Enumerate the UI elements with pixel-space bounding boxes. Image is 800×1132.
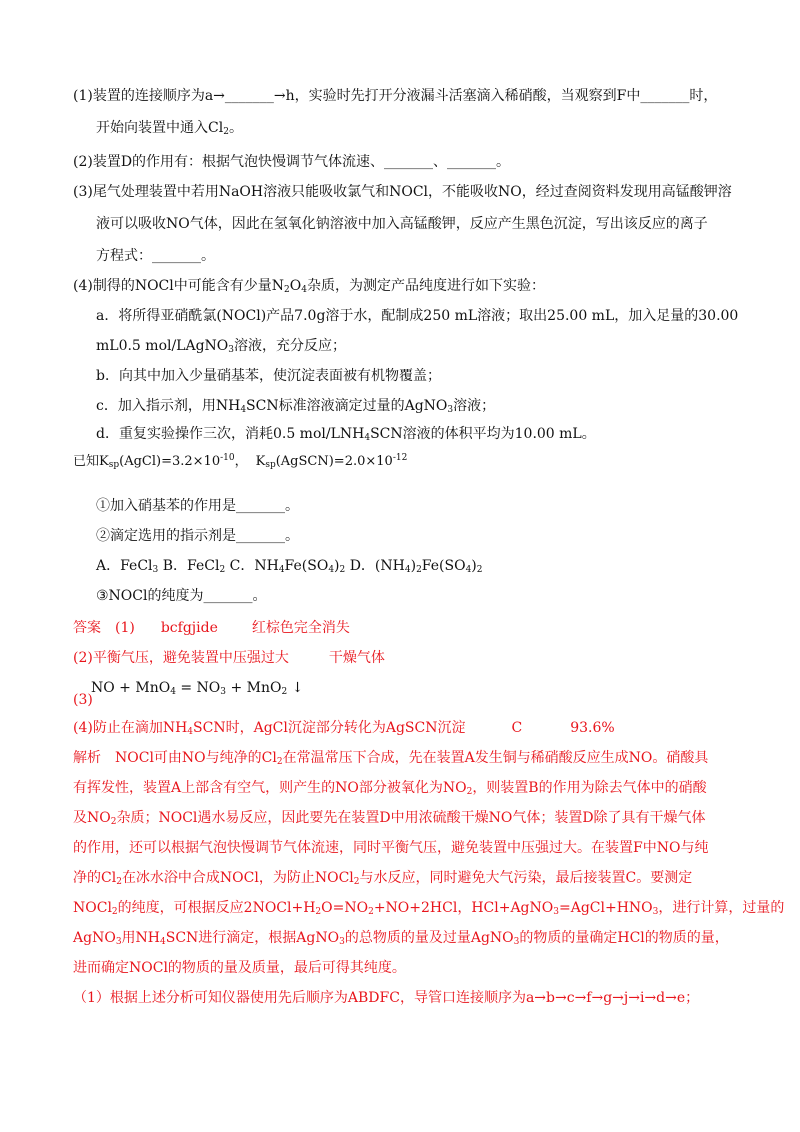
- eq-s2: 3: [220, 687, 227, 697]
- ksp-agscn-sub: sp: [265, 460, 276, 470]
- an6-j: 3: [652, 907, 659, 917]
- eq-s3: 2: [281, 687, 288, 697]
- ksp-known: [73, 452, 800, 472]
- question-3-line-2: 液可以吸收NO气体，因此在氢氧化钠溶液中加入高锰酸钾，反应产生黑色沉淀，写出该反应的离子: [96, 216, 708, 232]
- an6-k: ，进行计算，过量的: [658, 900, 785, 916]
- q1-sub: 2: [223, 127, 229, 137]
- opt-t2: B．FeCl: [158, 558, 220, 574]
- an5-e: 与水反应，同时避免大气污染，最后接装置C。要测定: [359, 870, 693, 886]
- opt-s7: 2: [416, 565, 422, 575]
- step-c: [96, 396, 800, 416]
- step-d-t2: SCN溶液的体积平均为10.00 mL。: [370, 426, 596, 442]
- analysis-line-7: [73, 928, 800, 948]
- step-c-t2: SCN标准溶液滴定过量的AgNO: [246, 398, 448, 414]
- q4-s1: 2: [284, 285, 290, 295]
- question-1-line-1: (1)装置的连接顺序为a→_______→h，实验时先打开分液漏斗活塞滴入稀硝酸，当观察到F中_______时，: [73, 88, 718, 104]
- opt-s5: 2: [339, 565, 346, 575]
- opt-s8: 4: [465, 565, 472, 575]
- answer-line-2: [73, 648, 800, 668]
- q1-end: 。: [228, 120, 243, 136]
- step-a-s1: 3: [228, 345, 235, 355]
- answer-2-value-2: 干燥气体: [328, 650, 385, 666]
- an7-c: 用NH: [121, 930, 161, 946]
- opt-s6: 4: [404, 565, 411, 575]
- an6-d: 2: [315, 907, 322, 917]
- opt-t6: D．(NH: [345, 558, 405, 574]
- an6-a: NOCl: [73, 900, 112, 916]
- an3-a: 及NO: [73, 810, 111, 826]
- opt-s9: 2: [476, 565, 483, 575]
- an7-e: SCN进行滴定，根据AgNO: [165, 930, 340, 946]
- an6-c: 的纯度，可根据反应2NOCl+H: [117, 900, 316, 916]
- step-a-line-1: a．将所得亚硝酰氯(NOCl)产品7.0g溶于水，配制成250 mL溶液；取出25.00 mL，加入足量的30.00: [96, 308, 739, 324]
- ksp-agscn-k: K: [255, 454, 266, 469]
- step-a-line-2: [96, 336, 800, 356]
- an7-h: 3: [513, 937, 520, 947]
- step-a-t2: 溶液，充分反应；: [234, 338, 347, 354]
- ksp-sep: ，: [234, 454, 248, 469]
- step-c-s1: 4: [240, 405, 247, 415]
- an5-c: 在冰水浴中合成NOCl，为防止NOCl: [121, 870, 354, 886]
- an5-a: 净的Cl: [73, 870, 117, 886]
- an6-b: 2: [111, 907, 118, 917]
- opt-s4: 4: [328, 565, 335, 575]
- ksp-agcl-k: K: [99, 454, 109, 469]
- ksp-agcl-exp: -10: [220, 453, 235, 463]
- step-c-t3: 溶液；: [453, 398, 496, 414]
- opt-t7: ): [410, 558, 417, 574]
- sub-question-1: ①加入硝基苯的作用是_______。: [96, 498, 299, 514]
- q1-text: 开始向装置中通入Cl: [96, 120, 224, 136]
- answer-1-num: (1): [115, 620, 135, 636]
- an6-i: =AgCl+HNO: [559, 900, 653, 916]
- step-c-s2: 3: [447, 405, 454, 415]
- eq-t3: + MnO: [226, 680, 282, 696]
- answer-4-choice: C: [511, 720, 523, 736]
- analysis-line-9: （1）根据上述分析可知仪器使用先后顺序为ABDFC，导管口连接顺序为a→b→c→f→g→j→i→d→e；: [73, 990, 700, 1006]
- analysis-line-3: [73, 808, 800, 828]
- eq-t4: ↓: [287, 680, 304, 696]
- an6-h: 3: [553, 907, 559, 917]
- answer-line-1: [73, 618, 800, 638]
- an6-f: 2: [368, 907, 374, 917]
- answer-4-purity: 93.6%: [570, 720, 615, 736]
- analysis-line-8: 进而确定NOCl的物质的量及质量，最后可得其纯度。: [73, 960, 406, 976]
- question-1-line-2: [96, 118, 800, 138]
- an2-a: 有挥发性，装置A上部含有空气，则产生的NO部分被氧化为NO: [73, 780, 467, 796]
- eq-t2: = NO: [175, 680, 221, 696]
- answer-2-text: (2)平衡气压，避免装置中压强过大: [73, 650, 289, 666]
- an7-g: 的总物质的量及过量AgNO: [344, 930, 514, 946]
- opt-s2: 2: [219, 565, 226, 575]
- known-prefix: 已知: [73, 454, 100, 469]
- opt-s3: 4: [278, 565, 285, 575]
- opt-t8: Fe(SO: [421, 558, 466, 574]
- an7-b: 3: [115, 937, 122, 947]
- step-c-t1: c．加入指示剂，用NH: [96, 398, 241, 414]
- an3-c: 杂质；NOCl遇水易反应，因此要先在装置D中用浓硫酸干燥NO气体；装置D除了具有干燥气体: [116, 810, 706, 826]
- q4-t3: 杂质，为测定产品纯度进行如下实验：: [306, 278, 545, 294]
- an6-g: +NO+2HCl，HCl+AgNO: [373, 900, 554, 916]
- ksp-agcl-sub: sp: [108, 460, 120, 470]
- answer-1-value-2: 红棕色完全消失: [251, 620, 350, 636]
- ksp-agscn-exp: -12: [392, 453, 408, 463]
- an1-c: 在常温常压下合成，先在装置A发生铜与稀硝酸反应生成NO。硝酸具: [282, 750, 709, 766]
- question-4-intro: [73, 276, 800, 296]
- answer-line-4: [73, 718, 800, 738]
- answer-3-num: (3): [73, 692, 93, 708]
- an5-d: 2: [353, 877, 360, 887]
- step-b: b．向其中加入少量硝基苯，使沉淀表面被有机物覆盖；: [96, 368, 441, 384]
- analysis-line-5: [73, 868, 800, 888]
- analysis-line-1: [73, 748, 800, 768]
- answer-1-value: bcfgjide: [160, 620, 218, 636]
- indicator-options: [96, 556, 800, 576]
- ksp-agcl-body: (AgCl)=3.2×10: [119, 454, 221, 469]
- answer-4-t2: SCN时，AgCl沉淀部分转化为AgSCN沉淀: [193, 720, 466, 736]
- opt-t9: ): [471, 558, 477, 574]
- sub-question-3: ③NOCl的纯度为_______。: [96, 588, 267, 604]
- answer-4-s1: 4: [187, 727, 194, 737]
- analysis-line-4: 的作用，还可以根据气泡快慢调节气体流速，同时平衡气压，避免装置中压强过大。在装置F中NO与纯: [73, 840, 709, 856]
- ionic-equation: [91, 678, 303, 698]
- q4-s2: 4: [301, 285, 307, 295]
- opt-s1: 3: [152, 565, 159, 575]
- an7-i: 的物质的量确定HCl的物质的量，: [519, 930, 729, 946]
- answer-4-t1: (4)防止在滴加NH: [73, 720, 188, 736]
- question-3-line-3: 方程式：_______。: [96, 248, 215, 264]
- analysis-line-2: [73, 778, 800, 798]
- q4-t2: O: [289, 278, 302, 294]
- opt-t5: ): [334, 558, 340, 574]
- an2-b: 2: [466, 787, 473, 797]
- opt-t3: C．NH: [225, 558, 279, 574]
- opt-t1: A．FeCl: [96, 558, 153, 574]
- question-3-line-1: (3)尾气处理装置中若用NaOH溶液只能吸收氯气和NOCl，不能吸收NO，经过查阅资料发现用高锰酸钾溶: [73, 184, 732, 200]
- step-d-t1: d．重复实验操作三次，消耗0.5 mol/LNH: [96, 426, 365, 442]
- an7-d: 4: [160, 937, 166, 947]
- answer-line-3: [73, 674, 800, 710]
- q4-t1: (4)制得的NOCl中可能含有少量N: [73, 278, 284, 294]
- ksp-agscn-body: (AgSCN)=2.0×10: [275, 454, 393, 469]
- opt-t4: Fe(SO: [284, 558, 329, 574]
- an7-a: AgNO: [73, 930, 116, 946]
- an6-e: O=NO: [321, 900, 369, 916]
- sub-question-2: ②滴定选用的指示剂是_______。: [96, 528, 299, 544]
- an5-b: 2: [116, 877, 122, 887]
- an3-b: 2: [110, 817, 117, 827]
- an7-f: 3: [339, 937, 345, 947]
- an1-b: 2: [276, 757, 283, 767]
- step-d: [96, 424, 800, 444]
- answer-label: 答案: [73, 620, 101, 636]
- step-d-s1: 4: [364, 433, 371, 443]
- analysis-line-6: [73, 898, 800, 918]
- step-a-t1: mL0.5 mol/LAgNO: [96, 338, 229, 354]
- question-2: (2)装置D的作用有：根据气泡快慢调节气体流速、_______、_______。: [73, 154, 511, 170]
- eq-s1: 4: [170, 687, 176, 697]
- an2-c: ，则装置B的作用为除去气体中的硝酸: [472, 780, 707, 796]
- eq-t1: NO + MnO: [91, 680, 171, 696]
- an1-a: 解析 NOCl可由NO与纯净的Cl: [73, 750, 277, 766]
